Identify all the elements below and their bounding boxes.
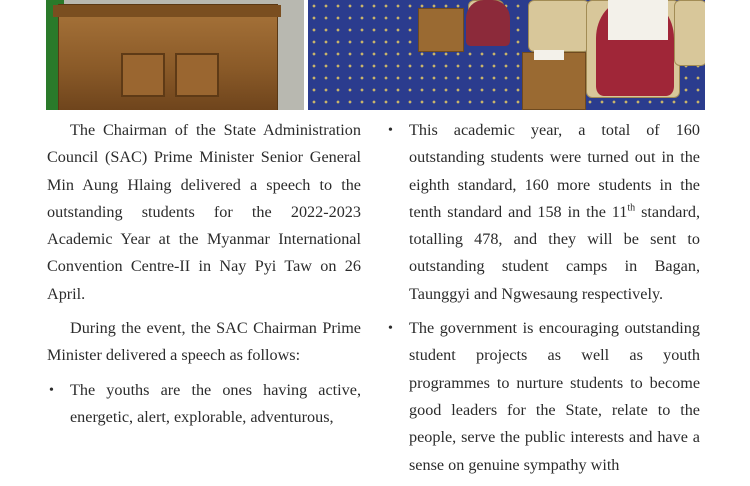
right-column: [386, 117, 700, 486]
left-column: [47, 117, 361, 438]
audience-scene: [308, 0, 705, 110]
event-photo: [46, 0, 705, 110]
speech-paragraph: During the event, the SAC Chairman Prime Minister delivered a speech as follows:: [47, 319, 361, 365]
list-item: [386, 117, 700, 308]
podium-scene: [46, 0, 304, 110]
list-item: [386, 315, 700, 479]
bullet-text: The government is encouraging outstanding student projects as well as youth programmes to nurture students to become good leaders for the State, relate to the people, serve the public interests and have a sense on genuine sympathy with: [409, 319, 700, 474]
bullet-icon: •: [388, 123, 393, 138]
list-item: [47, 377, 361, 432]
bullet-text-part1: This academic year, a total of 160 outstanding students were turned out in the eighth standard, 160 more students in the tenth standard and 158 in the 11: [409, 121, 700, 221]
bullet-icon: •: [388, 321, 393, 337]
podium: [58, 4, 278, 110]
intro-paragraph: The Chairman of the State Administration Council (SAC) Prime Minister Senior General Min Aung Hlaing delivered a speech to the outstanding students for the 2022-2023 Academic Year at the Myanmar International Convention Centre-II in Nay Pyi Taw on 26 April.: [47, 121, 361, 303]
bullet-text-part2: standard, totalling 478, and they will be sent to outstanding student camps in Bagan, Taunggyi and Ngwesaung respectively.: [409, 202, 701, 303]
bullet-text: The youths are the ones having active, energetic, alert, explorable, adventurous,: [70, 380, 361, 426]
bullet-icon: •: [49, 382, 54, 398]
ordinal-suffix: th: [627, 202, 636, 214]
